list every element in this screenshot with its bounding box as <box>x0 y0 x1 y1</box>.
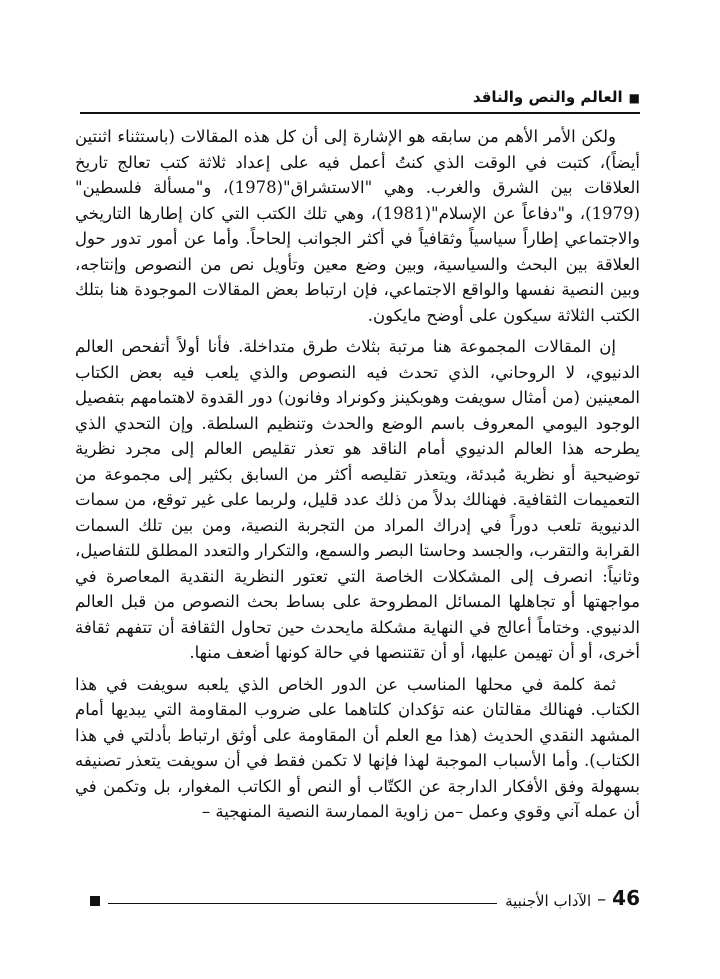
square-bullet-icon: ■ <box>628 91 640 105</box>
running-head-title: العالم والنص والناقد <box>472 88 623 106</box>
page-number: 46 <box>612 886 640 910</box>
running-head <box>80 88 640 114</box>
body-text <box>75 124 640 831</box>
paragraph-3: ثمة كلمة في محلها المناسب عن الدور الخاص الذي يلعبه سويفت في هذا الكتاب. فهنالك مقالتان عنه تؤكدان كلتاهما على ضروب المقاومة التي يبديها أمام المشهد النقدي الحديث (هذا مع العلم أن المقاومة على أوثق ارتباط بأدلتي في هذا الكتاب). وأما الأسباب الموجبة لهذا فإنها لا تكمن فقط في أن سويفت يتعذر تصنيفه بسهولة وفق الأفكار الدارجة عن الكتّاب أو النص أو الكاتب المغوار، بل وتكمن في أن عمله آني وقوي وعمل –من زاوية الممارسة النصية المنهجية – <box>75 674 640 821</box>
journal-title: الآداب الأجنبية <box>505 892 592 910</box>
page-footer <box>90 886 640 910</box>
paragraph-2: إن المقالات المجموعة هنا مرتبة بثلاث طرق متداخلة. فأنا أولاً أتفحص العالم الدنيوي، لا الروحاني، الذي تحدث فيه النصوص والذي يلعب فيه بعض الكتاب المعينين (من أمثال سويفت وهوبكينز وكونراد وفانون) دور القدوة لاهتمامهم بتفصيل الوجود اليومي المعروف باسم الوضع والحدث وتنظيم السلطة. وإن التحدي الذي يطرحه هذا العالم الدنيوي أمام الناقد هو تعذر تقليص العالم إلى مجرد نظرية توضيحية أو نظرية مُبدئة، ويتعذر تقليصه أكثر من السابق بكثير إلى مجموعة من التعميمات الثقافية. فهنالك بدلاً من ذلك عدد قليل، ولربما على غير توقع، من سمات الدنيوية تلعب دوراً في إدراك المراد من التجربة النصية، ومن بين تلك السمات القرابة والتقرب، والجسد وحاستا البصر والسمع، والتكرار والتعدد المطلق للتفاصيل، وثانياً: انصرف إلى المشكلات الخاصة التي تعتور النظرية النقدية المعاصرة في مواجهتها أو تجاهلها المسائل المطروحة على بساط بحث النصوص من قبل العالم الدنيوي. وختاماً أعالج في النهاية مشكلة مايحدث حين تحاول الثقافة أن تتفهم ثقافة أخرى، أو أن تهيمن عليها، أو أن تقتنصها في حالة كونها أضعف منها. <box>75 337 640 662</box>
paragraph-1: ولكن الأمر الأهم من سابقه هو الإشارة إلى أن كل هذه المقالات (باستثناء اثنتين أيضاً)، كتبت في الوقت الذي كنتُ أعمل فيه على إعداد ثلاثة كتب تعالج تاريخ العلاقات بين الشرق والغرب. وهي "الاستشراق"(1978)، و"مسألة فلسطين"(1979)، و"دفاعاً عن الإسلام"(1981)، وهي تلك الكتب التي كان إطارها التاريخي والاجتماعي إطاراً سياسياً وثقافياً في أكثر الجوانب إلحاحاً. وأما عن أمور تدور حول العلاقة بين البحث والسياسية، وبين وضع معين وتأويل نص من النصوص وإنتاجه، وبين النصية نفسها والواقع الاجتماعي، فإن ارتباط بعض المقالات الموجودة هنا بتلك الكتب الثلاثة سيكون على أوضح مايكون. <box>75 127 640 325</box>
square-end-icon <box>90 896 100 906</box>
footer-dash: – <box>597 889 607 910</box>
footer-rule <box>108 903 497 904</box>
